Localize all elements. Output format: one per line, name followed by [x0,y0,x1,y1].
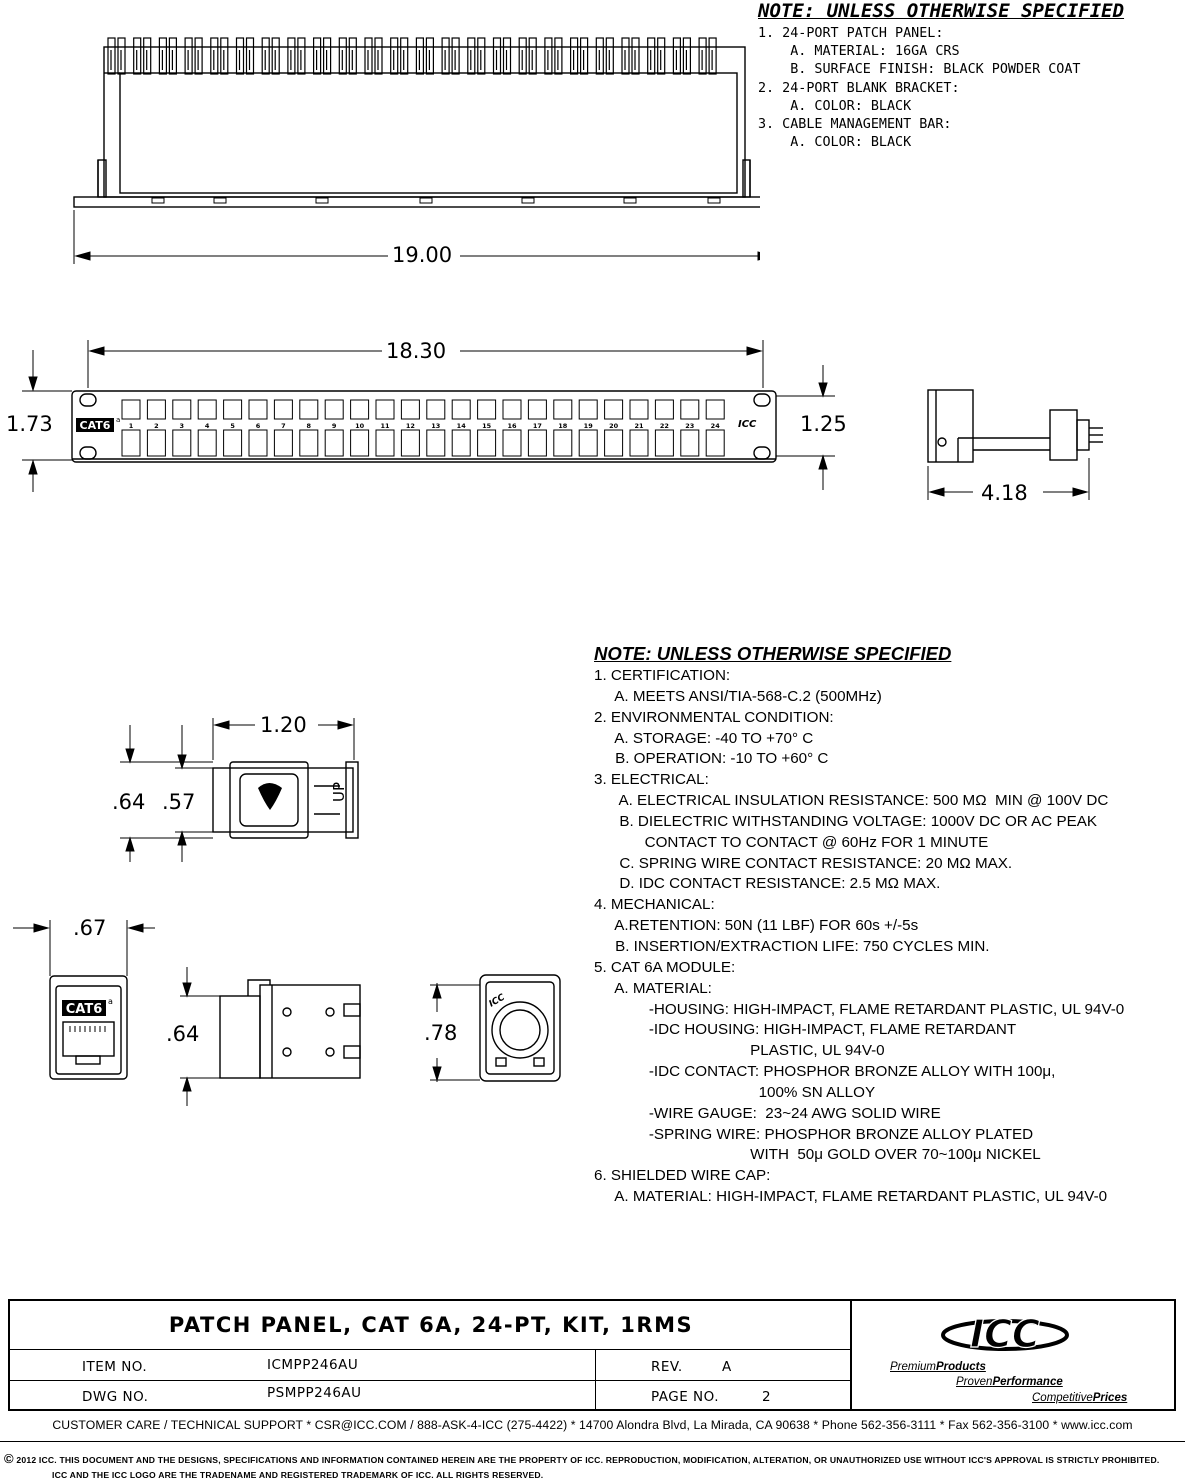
note-line: -HOUSING: HIGH-IMPACT, FLAME RETARDANT PLASTIC, UL 94V-0 [594,1000,1125,1018]
dim-mount-spacing: 18.30 [382,341,450,362]
port-opening-lower [274,430,292,456]
port-opening-lower [630,430,648,456]
panel-badge: CAT6 [79,419,111,432]
tagline-proven-performance: ProvenPerformance [956,1376,1063,1388]
port-opening-lower [351,430,369,456]
port-opening-upper [300,400,318,419]
flange-slot [708,198,720,203]
note-line: -IDC HOUSING: HIGH-IMPACT, FLAME RETARDANT [594,1021,1017,1039]
dim-module-rear-height: .78 [420,1023,461,1044]
copyright-symbol: © [4,1451,14,1466]
note-line: A. COLOR: BLACK [758,135,912,151]
port-number: 24 [710,422,720,430]
port-number: 14 [456,422,466,430]
panel-top-view [0,0,760,275]
dim-module-outer: .64 [108,792,149,813]
note-line: A.RETENTION: 50N (11 LBF) FOR 60s +/-5s [594,917,919,935]
support-footer: CUSTOMER CARE / TECHNICAL SUPPORT * CSR@ICC.COM / 888-ASK-4-ICC (275-4422) * 14700 Alondra Blvd, La Mirada, CA 90638 * Phone 562-356-3111 * Fax 562-356-3100 * www.icc.com [52,1418,1133,1432]
flange-slot [522,198,534,203]
dim-opening-height: 1.25 [796,414,851,435]
port-number: 11 [380,422,390,430]
copyright-block [4,1451,1182,1483]
port-opening-upper [655,400,673,419]
port-number: 19 [583,422,593,430]
note-line: PLASTIC, UL 94V-0 [594,1042,885,1060]
note-line: 6. SHIELDED WIRE CAP: [594,1167,771,1185]
notes-top-list [758,25,1178,152]
port-opening-lower [452,430,470,456]
dim-module-width: .67 [69,918,110,939]
port-opening-upper [605,400,623,419]
notes-bottom [594,642,1179,1208]
port-number: 12 [405,422,415,430]
note-line: 5. CAT 6A MODULE: [594,958,736,976]
port-opening-upper [554,400,572,419]
port-opening-lower [325,430,343,456]
note-line: A. MEETS ANSI/TIA-568-C.2 (500MHz) [594,687,882,705]
notes-bottom-title: NOTE: UNLESS OTHERWISE SPECIFIED [594,643,952,664]
port-opening-lower [427,430,445,456]
drawing-number-label: DWG NO. [82,1389,149,1405]
page-number-value: 2 [762,1389,772,1405]
dim-panel-height: 1.73 [2,414,57,435]
note-line: 1. 24-PORT PATCH PANEL: [758,26,944,41]
port-number: 17 [532,422,542,430]
port-number: 18 [558,422,568,430]
note-line: WITH 50μ GOLD OVER 70~100μ NICKEL [594,1146,1041,1164]
port-number: 7 [281,422,286,430]
notes-top [758,0,1178,152]
copyright-line-1: 2012 ICC. THIS DOCUMENT AND THE DESIGNS, SPECIFICATIONS AND INFORMATION CONTAINED HEREIN ARE THE PROPERTY OF ICC. REPRODUCTION, MODIFICATION, ALTERATION, OR UNAUTHORIZED USE WITHOUT ICC'S APPROVAL IS STRICTLY PROHIBITED. [16,1455,1160,1465]
note-line: 3. CABLE MANAGEMENT BAR: [758,117,952,133]
port-opening-upper [351,400,369,419]
port-opening-lower [528,430,546,456]
port-opening-lower [376,430,394,456]
port-number: 2 [154,422,159,430]
flange-slot [214,198,226,203]
note-line: A. MATERIAL: 16GA CRS [758,44,960,60]
flange-slot [152,198,164,203]
notes-top-title: NOTE: UNLESS OTHERWISE SPECIFIED [758,0,1125,22]
port-opening-lower [706,430,724,456]
note-line: A. STORAGE: -40 TO +70° C [594,729,814,747]
port-opening-upper [579,400,597,419]
module-badge-sup: a [108,997,113,1006]
port-number: 23 [685,422,695,430]
note-line: A. MATERIAL: HIGH-IMPACT, FLAME RETARDANT PLASTIC, UL 94V-0 [594,1188,1108,1206]
panel-logo: ICC [738,419,757,430]
dim-module-inner: .57 [158,792,199,813]
port-number: 5 [230,422,235,430]
port-opening-upper [452,400,470,419]
port-opening-lower [554,430,572,456]
note-line: B. DIELECTRIC WITHSTANDING VOLTAGE: 1000V DC OR AC PEAK [594,812,1097,830]
port-number: 13 [431,422,441,430]
port-opening-upper [147,400,165,419]
port-opening-upper [401,400,419,419]
note-line: 100% SN ALLOY [594,1083,876,1101]
revision-label: REV. [651,1359,683,1375]
dim-module-length: 1.20 [256,715,311,736]
port-opening-lower [401,430,419,456]
flange-slot [420,198,432,203]
item-number-label: ITEM NO. [82,1359,148,1375]
port-opening-upper [249,400,267,419]
drawing-number-value: PSMPP246AU [267,1385,362,1401]
module-rear-logo: ICC [487,992,507,1010]
port-number: 9 [331,422,337,430]
note-line: B. INSERTION/EXTRACTION LIFE: 750 CYCLES MIN. [594,937,990,955]
dim-overall-width: 19.00 [388,245,456,266]
port-number: 22 [659,422,669,430]
port-number: 15 [482,422,492,430]
port-opening-upper [173,400,191,419]
port-opening-upper [681,400,699,419]
footer-divider [0,1441,1185,1442]
drawing-title: PATCH PANEL, CAT 6A, 24-PT, KIT, 1RMS [168,1313,694,1337]
port-opening-upper [478,400,496,419]
port-number: 20 [609,422,619,430]
note-line: 2. 24-PORT BLANK BRACKET: [758,80,960,96]
port-number: 6 [255,422,261,430]
port-opening-upper [706,400,724,419]
port-opening-lower [478,430,496,456]
note-line: B. SURFACE FINISH: BLACK POWDER COAT [758,62,1081,78]
port-opening-lower [300,430,318,456]
note-line: -WIRE GAUGE: 23~24 AWG SOLID WIRE [594,1104,941,1122]
port-opening-lower [681,430,699,456]
port-number: 10 [355,422,365,430]
note-line: A. MATERIAL: [594,979,712,997]
port-opening-lower [605,430,623,456]
flange-slot [316,198,328,203]
port-opening-lower [224,430,242,456]
dim-module-side-height: .64 [162,1024,203,1045]
page-number-label: PAGE NO. [651,1389,720,1405]
port-number: 21 [634,422,644,430]
port-opening-lower [579,430,597,456]
note-line: 4. MECHANICAL: [594,896,715,914]
note-line: C. SPRING WIRE CONTACT RESISTANCE: 20 MΩ MAX. [594,854,1013,872]
port-opening-lower [198,430,216,456]
port-opening-lower [147,430,165,456]
port-opening-upper [528,400,546,419]
note-line: D. IDC CONTACT RESISTANCE: 2.5 MΩ MAX. [594,875,941,893]
port-opening-upper [224,400,242,419]
title-block [8,1299,1176,1411]
port-number: 3 [179,422,185,430]
port-opening-lower [122,430,140,456]
port-opening-upper [376,400,394,419]
port-opening-upper [503,400,521,419]
revision-value: A [722,1359,732,1375]
notes-bottom-list [594,666,1179,1208]
note-line: -IDC CONTACT: PHOSPHOR BRONZE ALLOY WITH 100μ, [594,1063,1056,1081]
note-line: A. ELECTRICAL INSULATION RESISTANCE: 500 MΩ MIN @ 100V DC [594,792,1109,810]
port-opening-upper [274,400,292,419]
note-line: 2. ENVIRONMENTAL CONDITION: [594,708,834,726]
port-opening-upper [198,400,216,419]
flange-slot [624,198,636,203]
tagline-premium-products: PremiumProducts [890,1361,986,1373]
icc-logo [910,1307,1100,1357]
note-line: -SPRING WIRE: PHOSPHOR BRONZE ALLOY PLATED [594,1125,1034,1143]
port-opening-upper [122,400,140,419]
dim-depth: 4.18 [977,483,1032,504]
port-number: 1 [128,422,134,430]
item-number-value: ICMPP246AU [267,1357,359,1373]
module-up-label: UP [330,781,348,802]
icc-logo-text: ICC [970,1312,1040,1356]
port-opening-upper [630,400,648,419]
note-line: A. COLOR: BLACK [758,98,912,114]
port-opening-lower [655,430,673,456]
module-badge: CAT6 [65,1002,103,1017]
note-line: 3. ELECTRICAL: [594,771,709,789]
panel-badge-sup: a [116,416,121,424]
note-line: B. OPERATION: -10 TO +60° C [594,750,829,768]
port-opening-upper [325,400,343,419]
port-opening-lower [173,430,191,456]
note-line: 1. CERTIFICATION: [594,667,731,684]
port-number: 4 [204,422,210,430]
note-line: CONTACT TO CONTACT @ 60Hz FOR 1 MINUTE [594,833,989,851]
port-number: 16 [507,422,517,430]
copyright-line-2: ICC AND THE ICC LOGO ARE THE TRADENAME AND REGISTERED TRADEMARK OF ICC. ALL RIGHTS RESERVED. [52,1470,544,1480]
tagline-competitive-prices: CompetitivePrices [1032,1392,1128,1404]
port-opening-lower [503,430,521,456]
port-opening-upper [427,400,445,419]
port-opening-lower [249,430,267,456]
port-number: 8 [306,422,312,430]
